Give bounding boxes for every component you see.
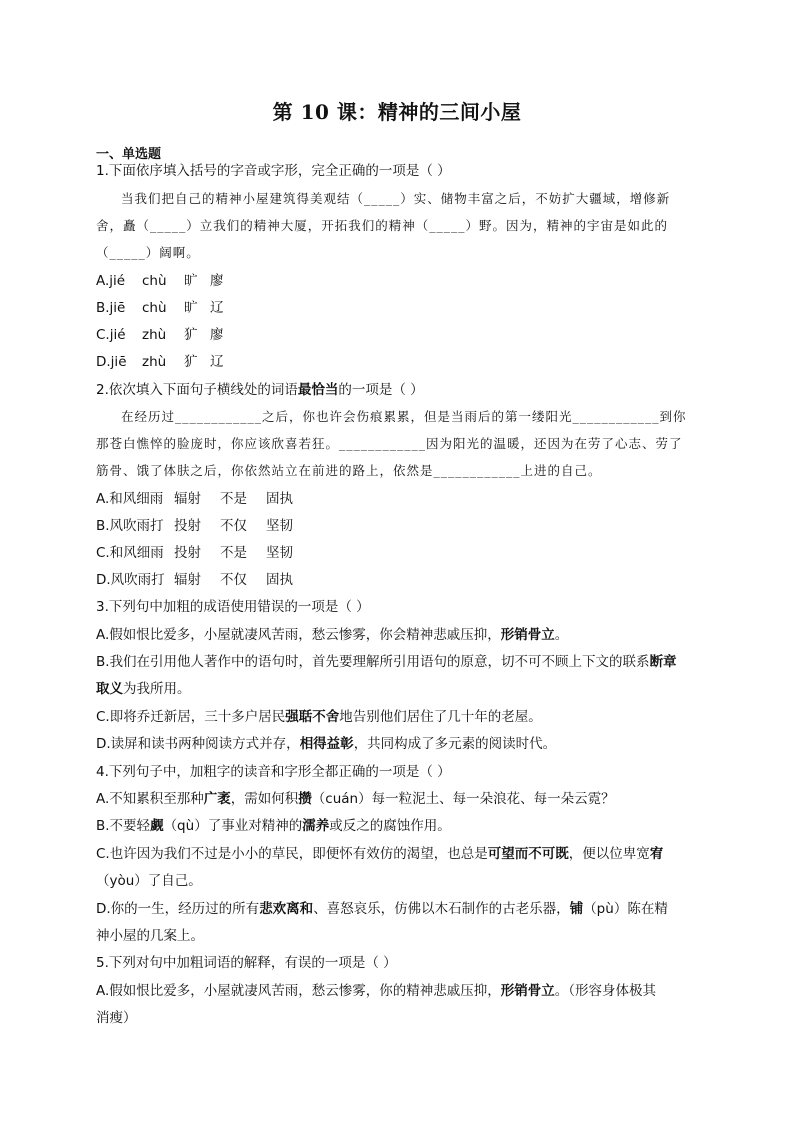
page-title: 第 10 课：精神的三间小屋 bbox=[272, 100, 522, 124]
question-2-stem: 2.依次填入下面句子横线处的词语最恰当的一项是（ ） bbox=[96, 382, 424, 398]
question-4-option-d: D.你的一生，经历过的所有悲欢离和、喜怒哀乐，仿佛以木石制作的古老乐器，铺（pù）陈在精 bbox=[96, 901, 668, 917]
question-2-option-c: C.和风细雨 投射 不是 坚韧 bbox=[96, 545, 293, 561]
question-3-option-c: C.即将乔迁新居，三十多户居民强聒不舍地告别他们居住了几十年的老屋。 bbox=[96, 709, 542, 725]
question-2-option-d: D.风吹雨打 辐射 不仅 固执 bbox=[96, 572, 293, 588]
question-3-option-b-cont: 取义为我所用。 bbox=[96, 681, 191, 697]
question-3-stem: 3.下列句中加粗的成语使用错误的一项是（ ） bbox=[96, 599, 370, 615]
question-2-option-a: A.和风细雨 辐射 不是 固执 bbox=[96, 491, 293, 507]
question-1-passage-line: 当我们把自己的精神小屋建筑得美观结（_____）实、储物丰富之后，不妨扩大疆域，增修新 bbox=[121, 191, 671, 206]
question-1-option-c: C.jié zhù 犷 廖 bbox=[96, 327, 224, 343]
question-1-option-d: D.jiē zhù 犷 辽 bbox=[96, 354, 224, 370]
question-5-option-a: A.假如恨比爱多，小屋就凄风苦雨，愁云惨雾，你的精神悲戚压抑，形销骨立。（形容身体极其 bbox=[96, 983, 657, 999]
question-4-option-c-cont: （yòu）了自己。 bbox=[96, 873, 202, 889]
question-2-passage-line: 那苍白憔悴的脸庞时，你应该欣喜若狂。____________因为阳光的温暖，还因为在劳了心志、劳了 bbox=[96, 436, 683, 451]
question-2-passage-line: 在经历过____________之后，你也许会伤痕累累，但是当雨后的第一缕阳光____________到你 bbox=[121, 409, 687, 424]
question-3-option-d: D.读屏和读书两种阅读方式并存，相得益彰，共同构成了多元素的阅读时代。 bbox=[96, 736, 557, 752]
question-2-option-b: B.风吹雨打 投射 不仅 坚韧 bbox=[96, 518, 293, 534]
section-heading: 一、单选题 bbox=[96, 147, 162, 162]
question-1-stem: 1.下面依序填入括号的字音或字形，完全正确的一项是（ ） bbox=[96, 163, 451, 179]
question-3-option-b: B.我们在引用他人著作中的语句时，首先要理解所引用语句的原意，切不可不顾上下文的联系断章 bbox=[96, 654, 677, 670]
question-4-option-b: B.不要轻觑（qù）了事业对精神的濡养或反之的腐蚀作用。 bbox=[96, 818, 451, 834]
question-5-option-a-cont: 消瘦） bbox=[96, 1010, 137, 1026]
question-2-passage-line: 筋骨、饿了体肤之后，你依然站立在前进的路上，依然是____________上进的自己。 bbox=[96, 463, 602, 478]
question-5-stem: 5.下列对句中加粗词语的解释，有误的一项是（ ） bbox=[96, 955, 397, 971]
question-1-option-a: A.jié chù 旷 廖 bbox=[96, 273, 224, 289]
question-1-passage-line: 舍，矗（_____）立我们的精神大厦，开拓我们的精神（_____）野。因为，精神的宇宙是如此的 bbox=[96, 218, 669, 233]
question-3-option-a: A.假如恨比爱多，小屋就凄风苦雨，愁云惨雾，你会精神悲戚压抑，形销骨立。 bbox=[96, 627, 569, 643]
question-4-option-d-cont: 神小屋的几案上。 bbox=[96, 928, 204, 944]
question-4-option-c: C.也许因为我们不过是小小的草民，即便怀有效仿的渴望，也总是可望而不可既，便以位卑宽宥 bbox=[96, 846, 664, 862]
question-1-passage-line: （_____）阔啊。 bbox=[96, 245, 200, 260]
question-4-stem: 4.下列句子中，加粗字的读音和字形全都正确的一项是（ ） bbox=[96, 764, 451, 780]
question-1-option-b: B.jiē chù 旷 辽 bbox=[96, 300, 224, 316]
question-4-option-a: A.不知累积至那种广袤，需如何积攒（cuán）每一粒泥土、每一朵浪花、每一朵云霓？ bbox=[96, 791, 615, 807]
